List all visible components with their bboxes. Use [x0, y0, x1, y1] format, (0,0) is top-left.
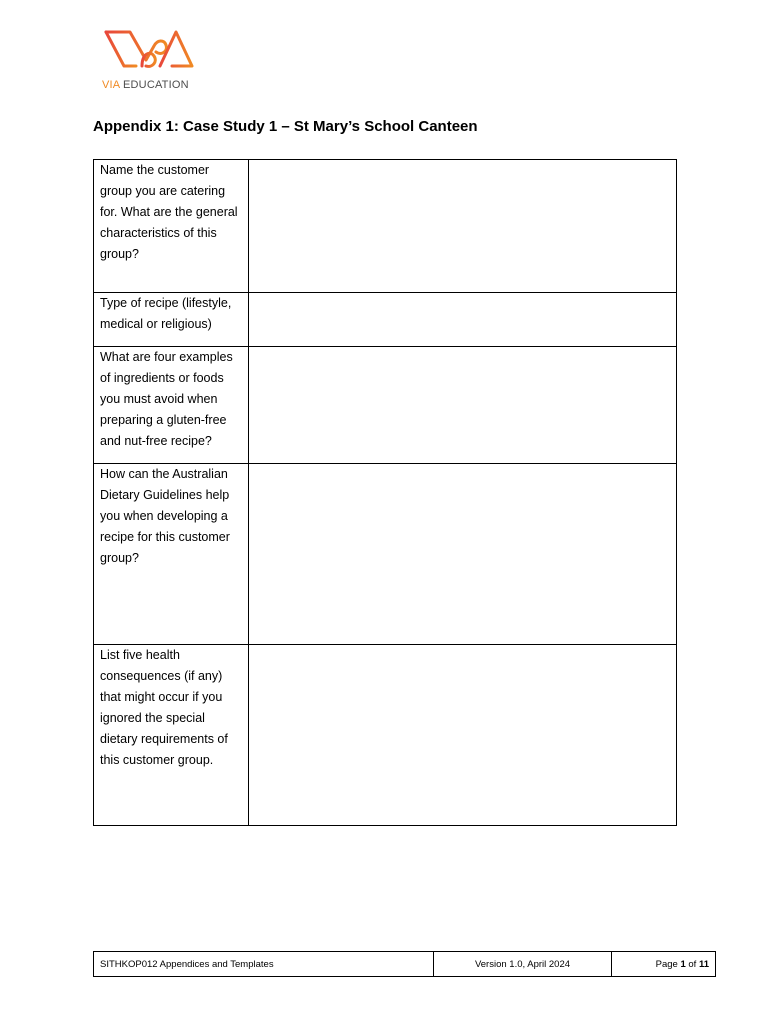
- case-study-table: [93, 159, 677, 826]
- table-row: [94, 347, 677, 464]
- question-cell: Type of recipe (lifestyle, medical or religious): [94, 293, 249, 347]
- question-cell: Name the customer group you are catering for. What are the general characteristics of this group?: [94, 160, 249, 293]
- footer-document-name: SITHKOP012 Appendices and Templates: [94, 952, 434, 977]
- answer-cell[interactable]: [249, 464, 677, 645]
- page-current: 1: [680, 958, 686, 970]
- page-title: Appendix 1: Case Study 1 – St Mary’s School Canteen: [93, 118, 478, 135]
- answer-cell[interactable]: [249, 160, 677, 293]
- question-cell: List five health consequences (if any) that might occur if you ignored the special dietary requirements of this customer group.: [94, 645, 249, 826]
- page-footer: [93, 951, 716, 977]
- question-cell: How can the Australian Dietary Guidelines help you when developing a recipe for this customer group?: [94, 464, 249, 645]
- question-cell: What are four examples of ingredients or foods you must avoid when preparing a gluten-free and nut-free recipe?: [94, 347, 249, 464]
- table-row: [94, 464, 677, 645]
- table-row: [94, 645, 677, 826]
- page-label: Page: [655, 958, 681, 970]
- page-total: 11: [698, 958, 709, 970]
- table-row: [94, 293, 677, 347]
- logo-wordmark: [102, 79, 189, 91]
- logo-wordmark-rest: EDUCATION: [119, 79, 189, 91]
- footer-version: Version 1.0, April 2024: [434, 952, 612, 977]
- via-education-logo: [102, 26, 202, 96]
- answer-cell[interactable]: [249, 645, 677, 826]
- table-row: [94, 160, 677, 293]
- footer-page-number: [612, 952, 716, 977]
- via-logo-icon: [102, 26, 196, 74]
- footer-row: [94, 952, 716, 977]
- page-of: of: [685, 958, 699, 970]
- logo-wordmark-accent: VIA: [102, 79, 120, 91]
- answer-cell[interactable]: [249, 293, 677, 347]
- answer-cell[interactable]: [249, 347, 677, 464]
